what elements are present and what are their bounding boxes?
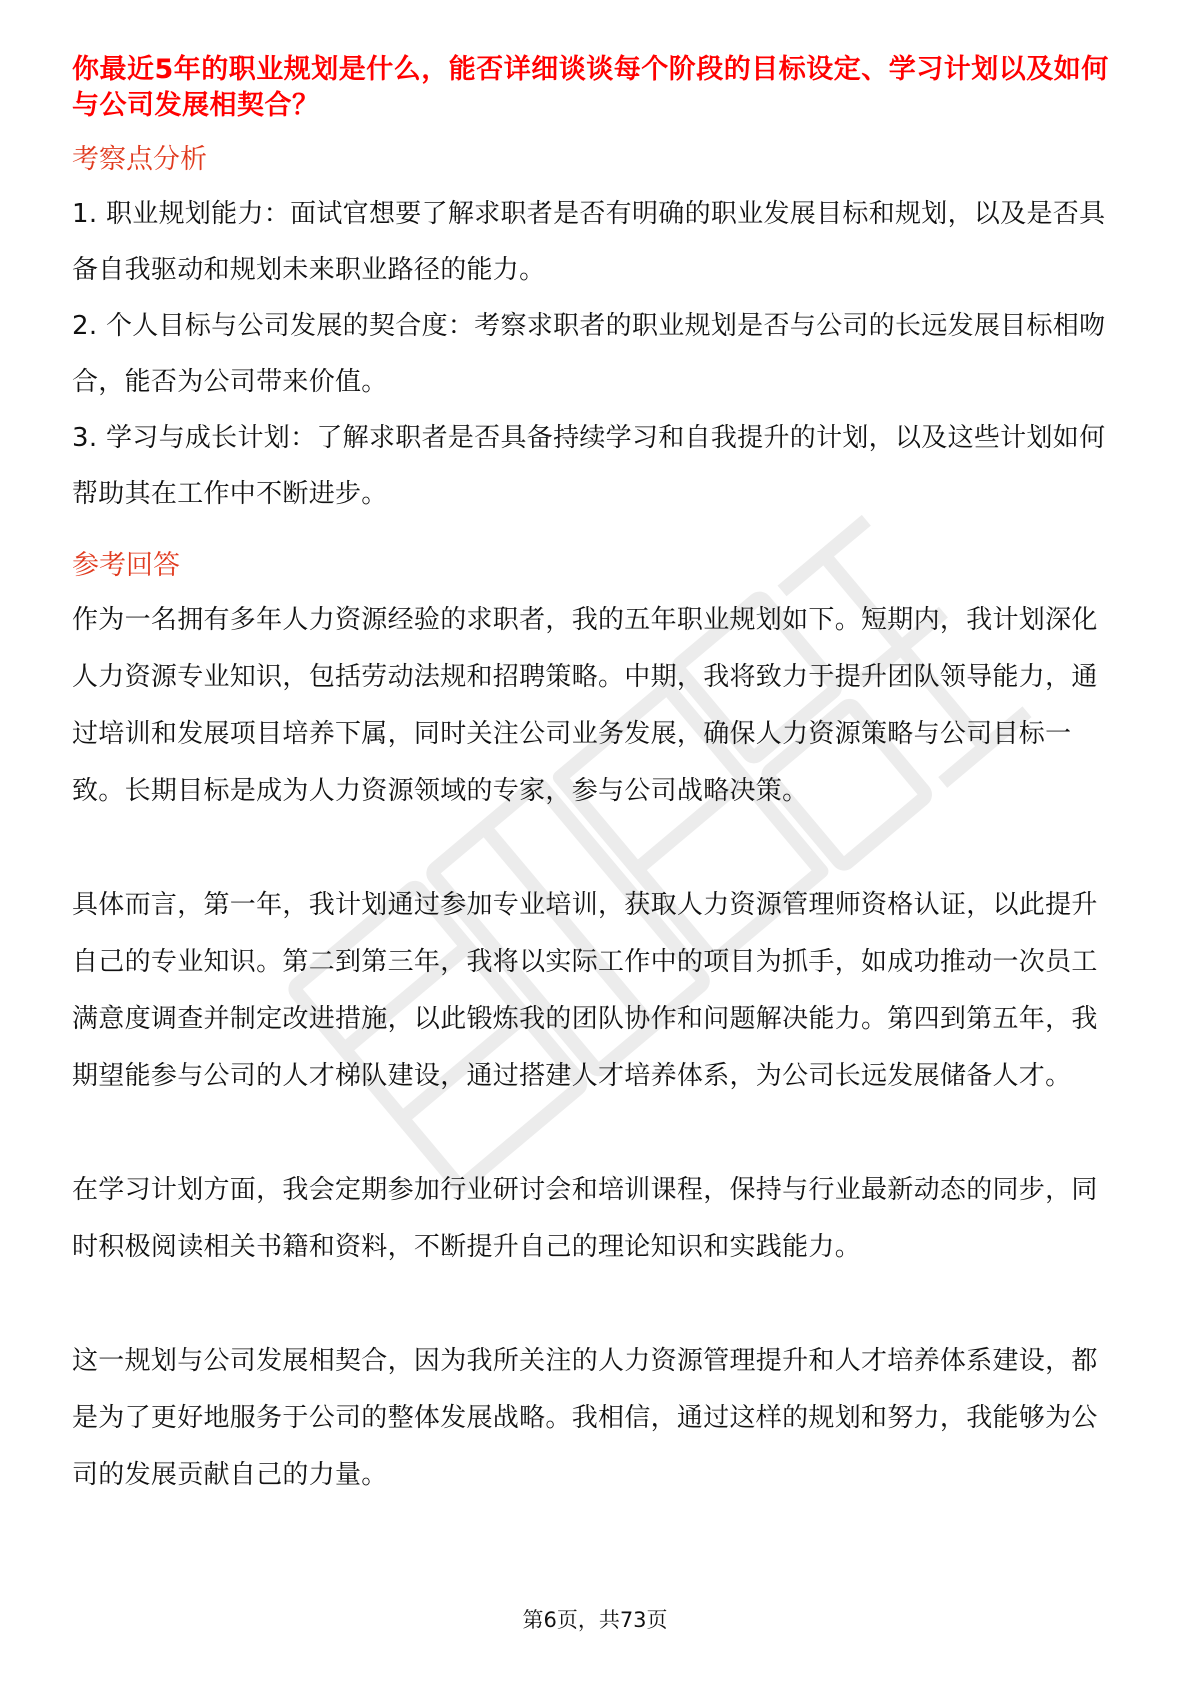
analysis-point: 2. 个人目标与公司发展的契合度：考察求职者的职业规划是否与公司的长远发展目标相吻合，能否为公司带来价值。: [72, 311, 1106, 397]
analysis-point: 3. 学习与成长计划：了解求职者是否具备持续学习和自我提升的计划，以及这些计划如何帮助其在工作中不断进步。: [72, 423, 1106, 509]
analysis-heading: 考察点分析: [72, 144, 207, 175]
answer-paragraph: 具体而言，第一年，我计划通过参加专业培训，获取人力资源管理师资格认证，以此提升自己的专业知识。第二到第三年，我将以实际工作中的项目为抓手，如成功推动一次员工满意度调查并制定改进措施，以此锻炼我的团队协作和问题解决能力。第四到第五年，我期望能参与公司的人才梯队建设，通过搭建人才培养体系，为公司长远发展储备人才。: [72, 890, 1098, 1091]
paragraph-spacer: [72, 1105, 1118, 1162]
question-title: 你最近5年的职业规划是什么，能否详细谈谈每个阶段的目标设定、学习计划以及如何与公司发展相契合？: [72, 54, 1109, 121]
paragraph-spacer: [72, 820, 1118, 877]
document-body: [72, 52, 1118, 1504]
page-number: 第6页，共73页: [522, 1608, 668, 1632]
paragraph-spacer: [72, 1276, 1118, 1333]
analysis-point: 1. 职业规划能力：面试官想要了解求职者是否有明确的职业发展目标和规划，以及是否具备自我驱动和规划未来职业路径的能力。: [72, 199, 1106, 285]
answer-paragraph: 在学习计划方面，我会定期参加行业研讨会和培训课程，保持与行业最新动态的同步，同时积极阅读相关书籍和资料，不断提升自己的理论知识和实践能力。: [72, 1175, 1098, 1262]
answer-paragraph: 这一规划与公司发展相契合，因为我所关注的人力资源管理提升和人才培养体系建设，都是为了更好地服务于公司的整体发展战略。我相信，通过这样的规划和努力，我能够为公司的发展贡献自己的力量。: [72, 1346, 1098, 1490]
answer-paragraph: 作为一名拥有多年人力资源经验的求职者，我的五年职业规划如下。短期内，我计划深化人力资源专业知识，包括劳动法规和招聘策略。中期，我将致力于提升团队领导能力，通过培训和发展项目培养下属，同时关注公司业务发展，确保人力资源策略与公司目标一致。长期目标是成为人力资源领域的专家，参与公司战略决策。: [72, 605, 1098, 806]
answer-heading: 参考回答: [72, 550, 180, 581]
